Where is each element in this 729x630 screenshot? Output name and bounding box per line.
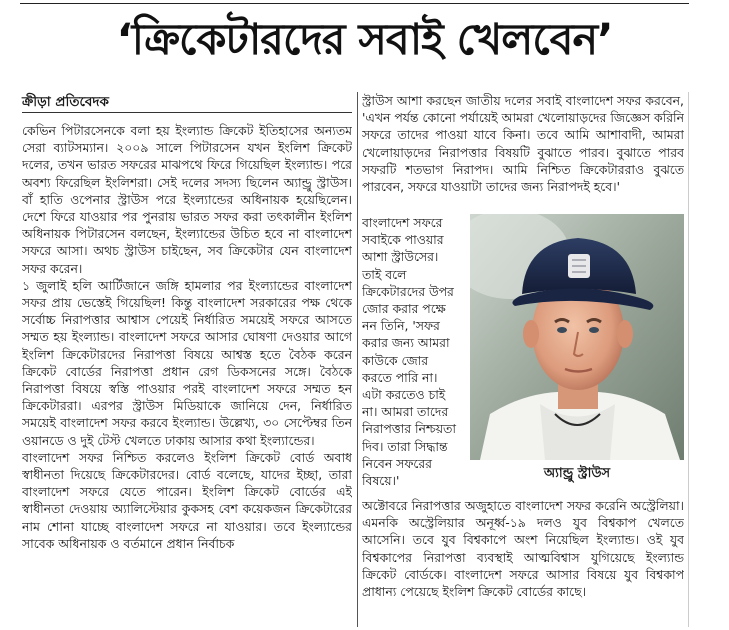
paragraph: কেভিন পিটারসেনকে বলা হয় ইংল্যান্ড ক্রিকেট ইতিহাসের অন্যতম সেরা ব্যাটসম্যান। ২০০৯ সালে পিটারসেন যখন ইংলিশ ক্রিকেট দলের, তখন ভারত সফরের মাঝপথে ফিরে গিয়েছিল ইংল্যান্ড। পরে অবশ্য ফিরেছিল ইংলিশরা। সেই দলের সদস্য ছিলেন অ্যান্ড্রু স্ট্রাউস। বাঁ হাতি ওপেনার স্ট্রাউস পরে ইংল্যান্ডের অধিনায়ক হয়েছিলেন। দেশে ফিরে যাওয়ার পর পুনরায় ভারত সফর করা তৎকালীন ইংলিশ অধিনায়ক পিটারসেন বলছেন, ইংল্যান্ডের উচিত হবে না বাংলাদেশ সফরে আসা। অথচ স্ট্রাউস চাইছেন, সব ক্রিকেটার যেন বাংলাদেশ সফর করেন। bbox=[22, 123, 352, 276]
top-rule bbox=[20, 3, 689, 4]
article-column-right-top bbox=[362, 92, 684, 212]
headline: ‘ক্রিকেটারদের সবাই খেলবেন’ bbox=[116, 15, 613, 65]
paragraph: বাংলাদেশ সফর নিশ্চিত করলেও ইংলিশ ক্রিকেট বোর্ড অবাধ স্বাধীনতা দিয়েছে ক্রিকেটারদের। বোর্ড বলেছে, যাদের ইচ্ছা, তারা বাংলাদেশ সফরে যেতে পারেন। ইংলিশ ক্রিকেট বোর্ডের এই স্বাধীনতা দেওয়ায় অ্যালিস্টেয়ার কুকসহ বেশ কয়েকজন ক্রিকেটারের নাম শোনা যাচ্ছে বাংলাদেশ সফরে না যাওয়ার। তবে ইংল্যান্ডের সাবেক অধিনায়ক ও বর্তমানে প্রধান নির্বাচক bbox=[22, 449, 352, 551]
paragraph: স্ট্রাউস আশা করছেন জাতীয় দলের সবাই বাংলাদেশ সফর করবেন, 'এখন পর্যন্ত কোনো পর্যায়েই আমরা খেলোয়াড়দের জিজ্ঞেস করিনি সফরে তাদের পাওয়া যাবে কিনা। তবে আমি আশাবাদী, আমরা খেলোয়াড়দের নিরাপত্তার বিষয়টি বুঝাতে পারব। বুঝাতে পারব সফরটি শতভাগ নিরাপদ। আমি নিশ্চিত ক্রিকেটাররাও বুঝতে পারবেন, সফরে যাওয়াটা তাদের জন্য নিরাপদই হবে।' bbox=[362, 93, 684, 195]
byline-rule bbox=[22, 112, 352, 113]
right-edge-rule bbox=[688, 92, 689, 627]
byline: ক্রীড়া প্রতিবেদক bbox=[22, 94, 109, 110]
photo-caption: অ্যান্ড্রু স্ট্রাউস bbox=[543, 466, 611, 481]
column-divider bbox=[357, 92, 358, 627]
article-column-right-side bbox=[362, 214, 460, 488]
cap-crest-icon bbox=[568, 254, 590, 278]
player-photo-illustration bbox=[470, 214, 684, 460]
article-column-left bbox=[22, 122, 352, 627]
player-photo bbox=[470, 214, 684, 460]
paragraph: বাংলাদেশ সফরে সবাইকে পাওয়ার আশা স্ট্রাউসের। তাই বলে ক্রিকেটারদের উপর জোর করার পক্ষে নন তিনি, 'সফর করার জন্য আমরা কাউকে জোর করতে পারি না। এটা করতেও চাই না। আমরা তাদের নিরাপত্তার নিশ্চয়তা দিব। তারা সিদ্ধান্ত নিবেন সফরের বিষয়ে।' bbox=[362, 215, 456, 488]
paragraph: অক্টোবরে নিরাপত্তার অজুহাতে বাংলাদেশ সফর করেনি অস্ট্রেলিয়া। এমনকি অস্ট্রেলিয়ার অনূর্ধ্ব-১৯ দলও যুব বিশ্বকাপ খেলতে আসেনি। তবে যুব বিশ্বকাপে অংশ নিয়েছিল ইংল্যান্ড। ওই যুব বিশ্বকাপের নিরাপত্তা ব্যবস্থাই আত্মবিশ্বাস যুগিয়েছে ইংল্যান্ড ক্রিকেট বোর্ডকে। বাংলাদেশ সফরে আসার বিষয়ে যুব বিশ্বকাপ প্রাধান্য পেয়েছে ইংলিশ ক্রিকেট বোর্ডের কাছে। bbox=[362, 498, 684, 600]
article-column-right-bottom bbox=[362, 497, 684, 627]
paragraph: ১ জুলাই হলি আর্টিজানে জঙ্গি হামলার পর ইংল্যান্ডের বাংলাদেশ সফর প্রায় ভেস্তেই গিয়েছিল! কিন্তু বাংলাদেশ সরকারের পক্ষ থেকে সর্বোচ্চ নিরাপত্তার আশ্বাস পেয়েই নির্ধারিত সময়েই সফরে আসতে সম্মত হয় ইংল্যান্ড। বাংলাদেশ সফরে আসার ঘোষণা দেওয়ার আগে ইংলিশ ক্রিকেটারদের নিরাপত্তা বিষয়ে আশ্বস্ত হতে বৈঠক করেন ক্রিকেট বোর্ডের নিরাপত্তা প্রধান রেগ ডিকসনের সঙ্গে। বৈঠকে নিরাপত্তা বিষয়ে স্বস্তি পাওয়ার পরই বাংলাদেশ সফরে সম্মত হন ক্রিকেটাররা। এরপর স্ট্রাউস মিডিয়াকে জানিয়ে দেন, নির্ধারিত সময়েই বাংলাদেশ সফর করবে ইংল্যান্ড। উল্লেখ্য, ৩০ সেপ্টেম্বর তিন ওয়ানডে ও দুই টেস্ট খেলতে ঢাকায় আসার কথা ইংল্যান্ডের। bbox=[22, 277, 352, 448]
